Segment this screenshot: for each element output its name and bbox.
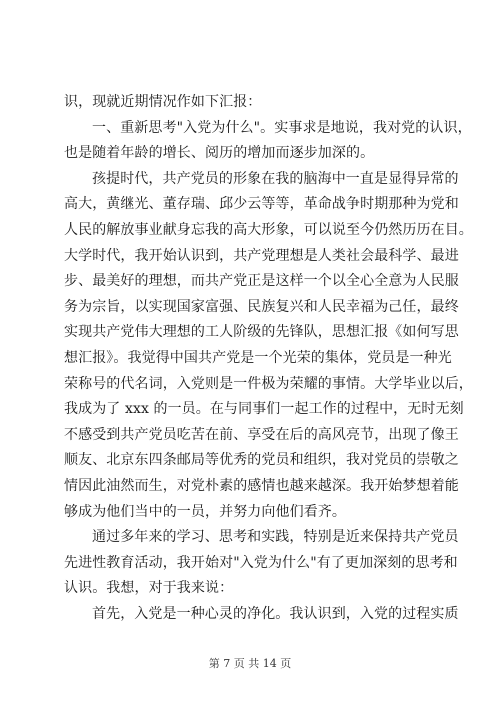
text-line: 通过多年来的学习、思考和实践，特别是近来保持共产党员 [92, 529, 459, 546]
text-line: 不感受到共产党员吃苦在前、享受在后的高风亮节，出现了像王 [64, 426, 459, 443]
text-line: 认识。我想，对于我来说： [64, 580, 234, 597]
text-line: 高大，黄继光、董存瑞、邱少云等等，革命战争时期那种为党和 [64, 196, 459, 213]
text-line: 首先，入党是一种心灵的净化。我认识到，入党的过程实质 [92, 605, 459, 622]
text-line: 想汇报》。我觉得中国共产党是一个光荣的集体，党员是一种光 [64, 349, 452, 366]
text-line: 顺友、北京东四条邮局等优秀的党员和组织，我对党员的崇敬之 [64, 452, 459, 469]
text-line: 识，现就近期情况作如下汇报： [64, 94, 262, 110]
text-line: 实现共产党伟大理想的工人阶级的先锋队，思想汇报《如何写思 [64, 324, 459, 341]
text-line: 人民的解放事业献身忘我的高大形象，可以说至今仍然历历在目。 [64, 221, 473, 238]
document-body [64, 90, 473, 627]
text-line: 荣称号的代名词，入党则是一件极为荣耀的事情。大学毕业以后， [64, 375, 473, 392]
text-line: 步、最美好的理想，而共产党正是这样一个以全心全意为人民服 [64, 273, 459, 290]
text-line: 情因此油然而生，对党朴素的感情也越来越深。我开始梦想着能 [64, 477, 459, 494]
text-line: 先进性教育活动，我开始对"入党为什么"有了更加深刻的思考和 [64, 554, 458, 571]
page-number-footer: 第 7 页 共 14 页 [208, 657, 292, 670]
text-line: 也是随着年龄的增长、阅历的增加而逐步加深的。 [64, 145, 375, 162]
text-line: 大学时代，我开始认识到，共产党理想是人类社会最科学、最进 [64, 247, 459, 264]
text-line: 一、重新思考"入党为什么"。实事求是地说，我对党的认识， [92, 119, 472, 136]
text-line: 我成为了 xxx 的一员。在与同事们一起工作的过程中，无时无刻 [64, 401, 464, 418]
text-line: 够成为他们当中的一员，并努力向他们看齐。 [64, 503, 346, 520]
text-line: 务为宗旨，以实现国家富强、民族复兴和人民幸福为己任，最终 [64, 298, 459, 315]
text-line: 孩提时代，共产党员的形象在我的脑海中一直是显得异常的 [92, 170, 459, 187]
